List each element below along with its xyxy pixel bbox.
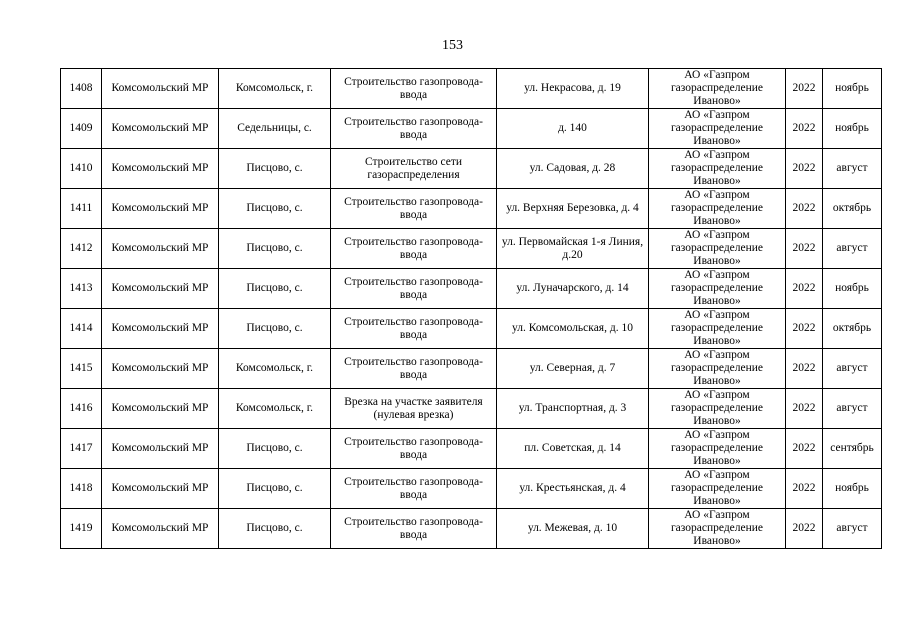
table-row	[61, 389, 882, 429]
organization-cell: АО «Газпром газораспределение Иваново»	[649, 269, 786, 309]
locality-cell: Писцово, с.	[219, 189, 331, 229]
district-cell: Комсомольский МР	[102, 269, 219, 309]
row-number-cell: 1413	[61, 269, 102, 309]
district-cell: Комсомольский МР	[102, 109, 219, 149]
year-cell: 2022	[786, 429, 823, 469]
table-row	[61, 309, 882, 349]
address-cell: ул. Северная, д. 7	[497, 349, 649, 389]
row-number-cell: 1419	[61, 509, 102, 549]
table-row	[61, 269, 882, 309]
organization-cell: АО «Газпром газораспределение Иваново»	[649, 469, 786, 509]
month-cell: октябрь	[823, 309, 882, 349]
organization-cell: АО «Газпром газораспределение Иваново»	[649, 309, 786, 349]
locality-cell: Комсомольск, г.	[219, 389, 331, 429]
row-number-cell: 1416	[61, 389, 102, 429]
row-number-cell: 1418	[61, 469, 102, 509]
work-type-cell: Строительство сети газораспределения	[331, 149, 497, 189]
year-cell: 2022	[786, 469, 823, 509]
address-cell: ул. Садовая, д. 28	[497, 149, 649, 189]
address-cell: ул. Первомайская 1-я Линия, д.20	[497, 229, 649, 269]
locality-cell: Писцово, с.	[219, 229, 331, 269]
row-number-cell: 1414	[61, 309, 102, 349]
organization-cell: АО «Газпром газораспределение Иваново»	[649, 69, 786, 109]
district-cell: Комсомольский МР	[102, 349, 219, 389]
table-row	[61, 109, 882, 149]
month-cell: ноябрь	[823, 469, 882, 509]
row-number-cell: 1409	[61, 109, 102, 149]
address-cell: пл. Советская, д. 14	[497, 429, 649, 469]
year-cell: 2022	[786, 69, 823, 109]
organization-cell: АО «Газпром газораспределение Иваново»	[649, 229, 786, 269]
year-cell: 2022	[786, 389, 823, 429]
month-cell: август	[823, 349, 882, 389]
year-cell: 2022	[786, 109, 823, 149]
work-type-cell: Строительство газопровода-ввода	[331, 269, 497, 309]
work-type-cell: Строительство газопровода-ввода	[331, 429, 497, 469]
work-type-cell: Строительство газопровода-ввода	[331, 349, 497, 389]
district-cell: Комсомольский МР	[102, 389, 219, 429]
month-cell: ноябрь	[823, 69, 882, 109]
organization-cell: АО «Газпром газораспределение Иваново»	[649, 389, 786, 429]
gasification-table	[60, 68, 882, 549]
table-row	[61, 469, 882, 509]
address-cell: ул. Комсомольская, д. 10	[497, 309, 649, 349]
table-row	[61, 349, 882, 389]
table-row	[61, 509, 882, 549]
work-type-cell: Строительство газопровода-ввода	[331, 509, 497, 549]
page-number: 153	[442, 38, 463, 53]
district-cell: Комсомольский МР	[102, 229, 219, 269]
year-cell: 2022	[786, 229, 823, 269]
locality-cell: Писцово, с.	[219, 469, 331, 509]
month-cell: ноябрь	[823, 109, 882, 149]
organization-cell: АО «Газпром газораспределение Иваново»	[649, 189, 786, 229]
work-type-cell: Строительство газопровода-ввода	[331, 69, 497, 109]
month-cell: август	[823, 389, 882, 429]
year-cell: 2022	[786, 269, 823, 309]
district-cell: Комсомольский МР	[102, 509, 219, 549]
work-type-cell: Строительство газопровода-ввода	[331, 109, 497, 149]
month-cell: август	[823, 149, 882, 189]
row-number-cell: 1415	[61, 349, 102, 389]
work-type-cell: Строительство газопровода-ввода	[331, 229, 497, 269]
organization-cell: АО «Газпром газораспределение Иваново»	[649, 109, 786, 149]
work-type-cell: Строительство газопровода-ввода	[331, 309, 497, 349]
table-row	[61, 429, 882, 469]
address-cell: ул. Крестьянская, д. 4	[497, 469, 649, 509]
district-cell: Комсомольский МР	[102, 149, 219, 189]
locality-cell: Писцово, с.	[219, 429, 331, 469]
row-number-cell: 1408	[61, 69, 102, 109]
organization-cell: АО «Газпром газораспределение Иваново»	[649, 429, 786, 469]
table-row	[61, 229, 882, 269]
row-number-cell: 1411	[61, 189, 102, 229]
table-row	[61, 189, 882, 229]
row-number-cell: 1412	[61, 229, 102, 269]
address-cell: ул. Луначарского, д. 14	[497, 269, 649, 309]
row-number-cell: 1410	[61, 149, 102, 189]
locality-cell: Комсомольск, г.	[219, 69, 331, 109]
district-cell: Комсомольский МР	[102, 309, 219, 349]
year-cell: 2022	[786, 189, 823, 229]
table-row	[61, 149, 882, 189]
locality-cell: Писцово, с.	[219, 509, 331, 549]
year-cell: 2022	[786, 149, 823, 189]
address-cell: д. 140	[497, 109, 649, 149]
work-type-cell: Строительство газопровода-ввода	[331, 189, 497, 229]
address-cell: ул. Верхняя Березовка, д. 4	[497, 189, 649, 229]
organization-cell: АО «Газпром газораспределение Иваново»	[649, 349, 786, 389]
row-number-cell: 1417	[61, 429, 102, 469]
year-cell: 2022	[786, 309, 823, 349]
year-cell: 2022	[786, 509, 823, 549]
address-cell: ул. Транспортная, д. 3	[497, 389, 649, 429]
district-cell: Комсомольский МР	[102, 69, 219, 109]
address-cell: ул. Межевая, д. 10	[497, 509, 649, 549]
organization-cell: АО «Газпром газораспределение Иваново»	[649, 149, 786, 189]
locality-cell: Писцово, с.	[219, 309, 331, 349]
month-cell: сентябрь	[823, 429, 882, 469]
organization-cell: АО «Газпром газораспределение Иваново»	[649, 509, 786, 549]
month-cell: август	[823, 509, 882, 549]
work-type-cell: Строительство газопровода-ввода	[331, 469, 497, 509]
locality-cell: Писцово, с.	[219, 269, 331, 309]
work-type-cell: Врезка на участке заявителя (нулевая врезка)	[331, 389, 497, 429]
district-cell: Комсомольский МР	[102, 429, 219, 469]
locality-cell: Комсомольск, г.	[219, 349, 331, 389]
address-cell: ул. Некрасова, д. 19	[497, 69, 649, 109]
month-cell: ноябрь	[823, 269, 882, 309]
table-row	[61, 69, 882, 109]
year-cell: 2022	[786, 349, 823, 389]
month-cell: октябрь	[823, 189, 882, 229]
month-cell: август	[823, 229, 882, 269]
district-cell: Комсомольский МР	[102, 189, 219, 229]
locality-cell: Писцово, с.	[219, 149, 331, 189]
district-cell: Комсомольский МР	[102, 469, 219, 509]
locality-cell: Седельницы, с.	[219, 109, 331, 149]
